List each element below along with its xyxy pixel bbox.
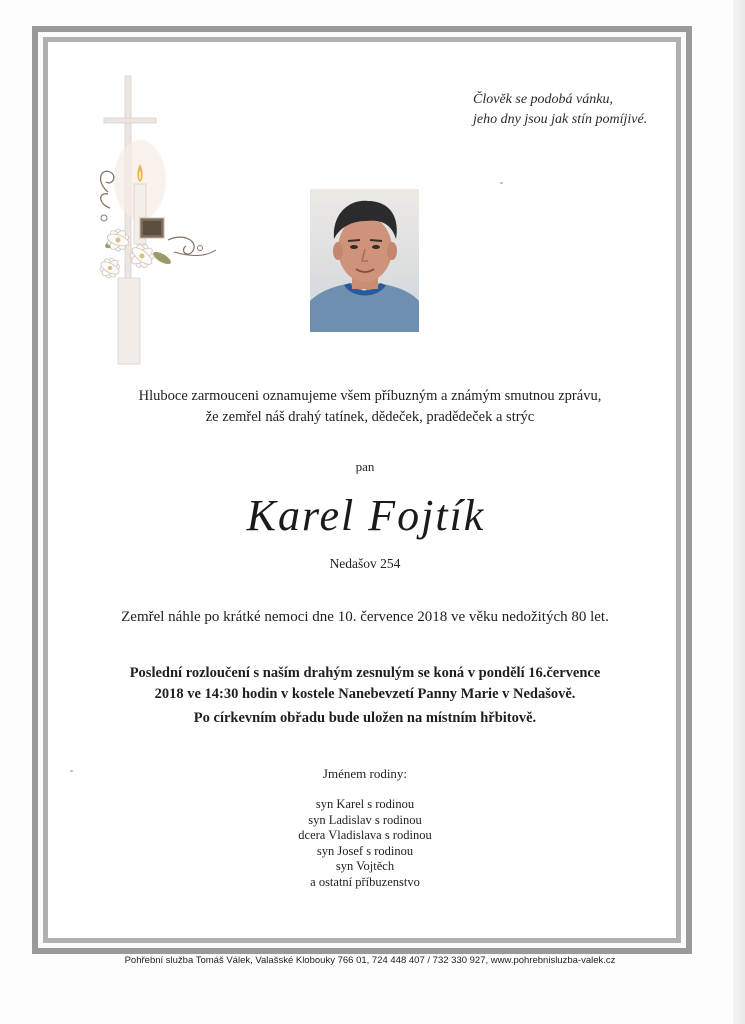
burial-notice: Po církevním obřadu bude uložen na místním hřbitově. xyxy=(193,710,537,726)
intro-line-2: že zemřel náš drahý tatínek, dědeček, pradědeček a strýc xyxy=(205,409,535,425)
portrait-photo xyxy=(310,189,419,332)
family-member: syn Ladislav s rodinou xyxy=(308,812,422,827)
salutation: pan xyxy=(355,459,375,474)
death-notice: Zemřel náhle po krátké nemoci dne 10. července 2018 ve věku nedožitých 80 let. xyxy=(121,609,609,625)
family-member: dcera Vladislava s rodinou xyxy=(298,828,432,842)
announcement-intro xyxy=(60,386,680,428)
family-member: syn Vojtěch xyxy=(335,859,395,873)
motto-quote xyxy=(473,90,663,130)
intro-line-1: Hluboce zarmouceni oznamujeme všem příbuzným a známým smutnou zprávu, xyxy=(138,388,602,404)
deceased-address: Nedašov 254 xyxy=(329,556,401,571)
cross-candle-lilies-icon xyxy=(88,72,228,372)
scan-speck xyxy=(70,770,73,772)
family-member: syn Karel s rodinou xyxy=(315,797,415,811)
family-list xyxy=(60,797,670,890)
scan-speck xyxy=(500,182,503,184)
family-member: syn Josef s rodinou xyxy=(316,843,414,858)
deceased-name: Karel Fojtík xyxy=(246,491,486,540)
funeral-line-2: 2018 ve 14:30 hodin v kostele Nanebevzetí Panny Marie v Nedašově. xyxy=(154,686,576,702)
motto-line-2: jeho dny jsou jak stín pomíjivé. xyxy=(473,112,648,127)
motto-line-1: Člověk se podobá vánku, xyxy=(473,92,613,107)
page-edge xyxy=(733,0,745,1024)
funeral-details xyxy=(60,663,670,705)
funeral-line-1: Poslední rozloučení s naším drahým zesnulým se koná v pondělí 16.července xyxy=(129,665,601,681)
funeral-service-footer: Pohřební služba Tomáš Válek, Valašské Klobouky 766 01, 724 448 407 / 732 330 927, www.pohrebnisluzba-valek.cz xyxy=(124,955,616,966)
family-heading: Jménem rodiny: xyxy=(322,766,408,781)
family-member: a ostatní příbuzenstvo xyxy=(310,874,420,889)
